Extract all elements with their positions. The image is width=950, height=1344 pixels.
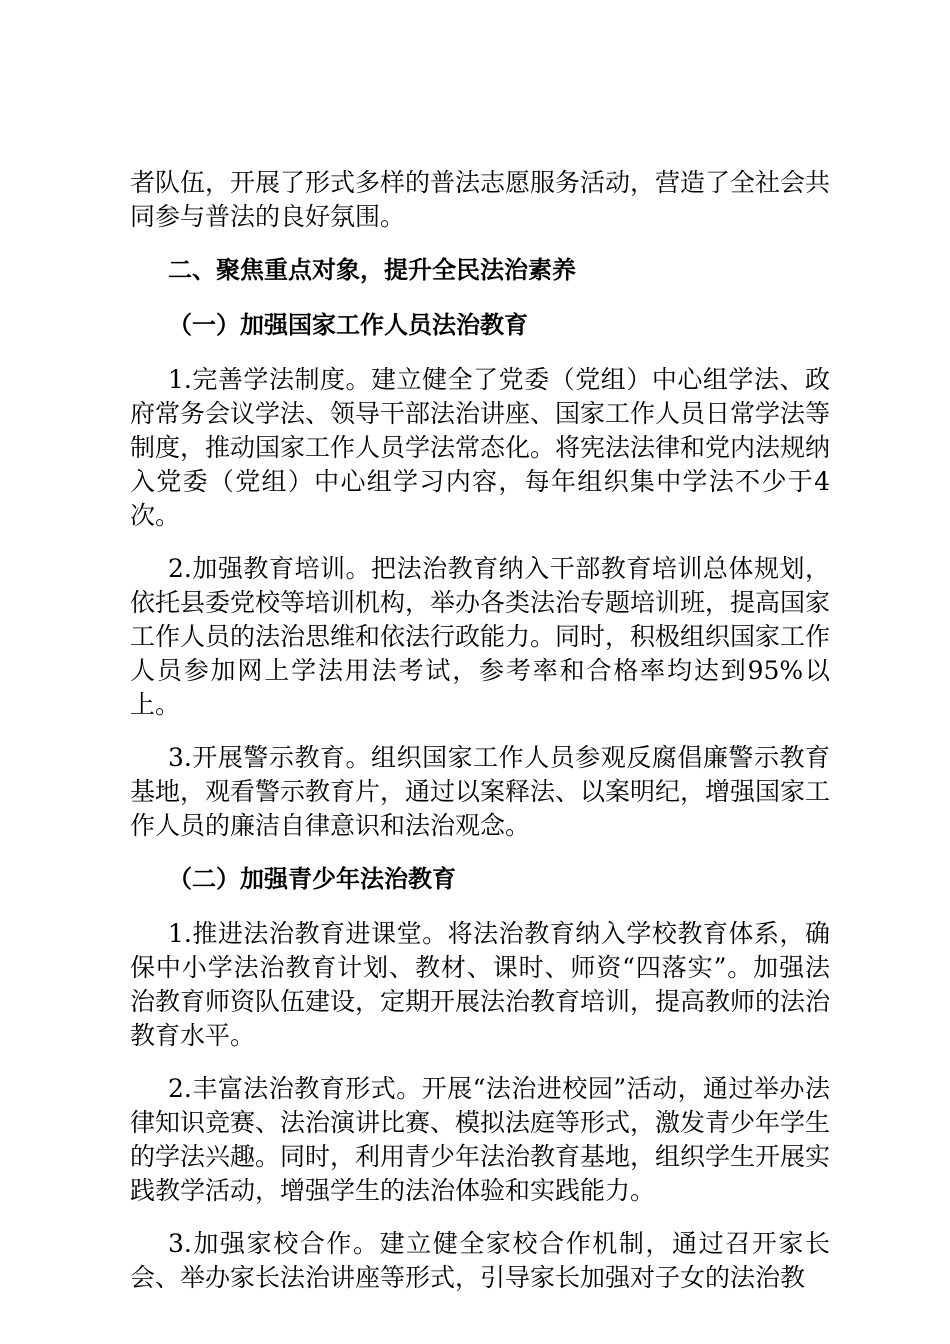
document-page <box>130 166 830 1314</box>
continuation-paragraph: 者队伍，开展了形式多样的普法志愿服务活动，营造了全社会共同参与普法的良好氛围。 <box>130 168 831 231</box>
subsection-1-item-1: 1.完善学法制度。建立健全了党委（党组）中心组学法、政府常务会议学法、领导干部法治讲座、国家工作人员日常学法等制度，推动国家工作人员学法常态化。将宪法法律和党内法规纳入党委（党组）中心组学习内容，每年组织集中学法不少于4次。 <box>130 365 831 530</box>
subsection-1-item-3: 3.开展警示教育。组织国家工作人员参观反腐倡廉警示教育基地，观看警示教育片，通过以案释法、以案明纪，增强国家工作人员的廉洁自律意识和法治观念。 <box>130 743 831 840</box>
section-heading: 二、聚焦重点对象，提升全民法治素养 <box>168 256 576 284</box>
subsection-1-item-2: 2.加强教育培训。把法治教育纳入干部教育培训总体规划，依托县委党校等培训机构，举办各类法治专题培训班，提高国家工作人员的法治思维和依法行政能力。同时，积极组织国家工作人员参加网上学法用法考试，参考率和合格率均达到95%以上。 <box>130 554 831 719</box>
subsection-heading-1: （一）加强国家工作人员法治教育 <box>168 311 528 339</box>
subsection-2-item-3: 3.加强家校合作。建立健全家校合作机制，通过召开家长会、举办家长法治讲座等形式，引导家长加强对子女的法治教 <box>130 1229 830 1292</box>
subsection-heading-2: （二）加强青少年法治教育 <box>168 865 456 893</box>
subsection-2-item-1: 1.推进法治教育进课堂。将法治教育纳入学校教育体系，确保中小学法治教育计划、教材、课时、师资“四落实”。加强法治教育师资队伍建设，定期开展法治教育培训，提高教师的法治教育水平。 <box>130 919 831 1050</box>
subsection-2-item-2: 2.丰富法治教育形式。开展“法治进校园”活动，通过举办法律知识竞赛、法治演讲比赛、模拟法庭等形式，激发青少年学生的学法兴趣。同时，利用青少年法治教育基地，组织学生开展实践教学活动，增强学生的法治体验和实践能力。 <box>130 1074 831 1205</box>
